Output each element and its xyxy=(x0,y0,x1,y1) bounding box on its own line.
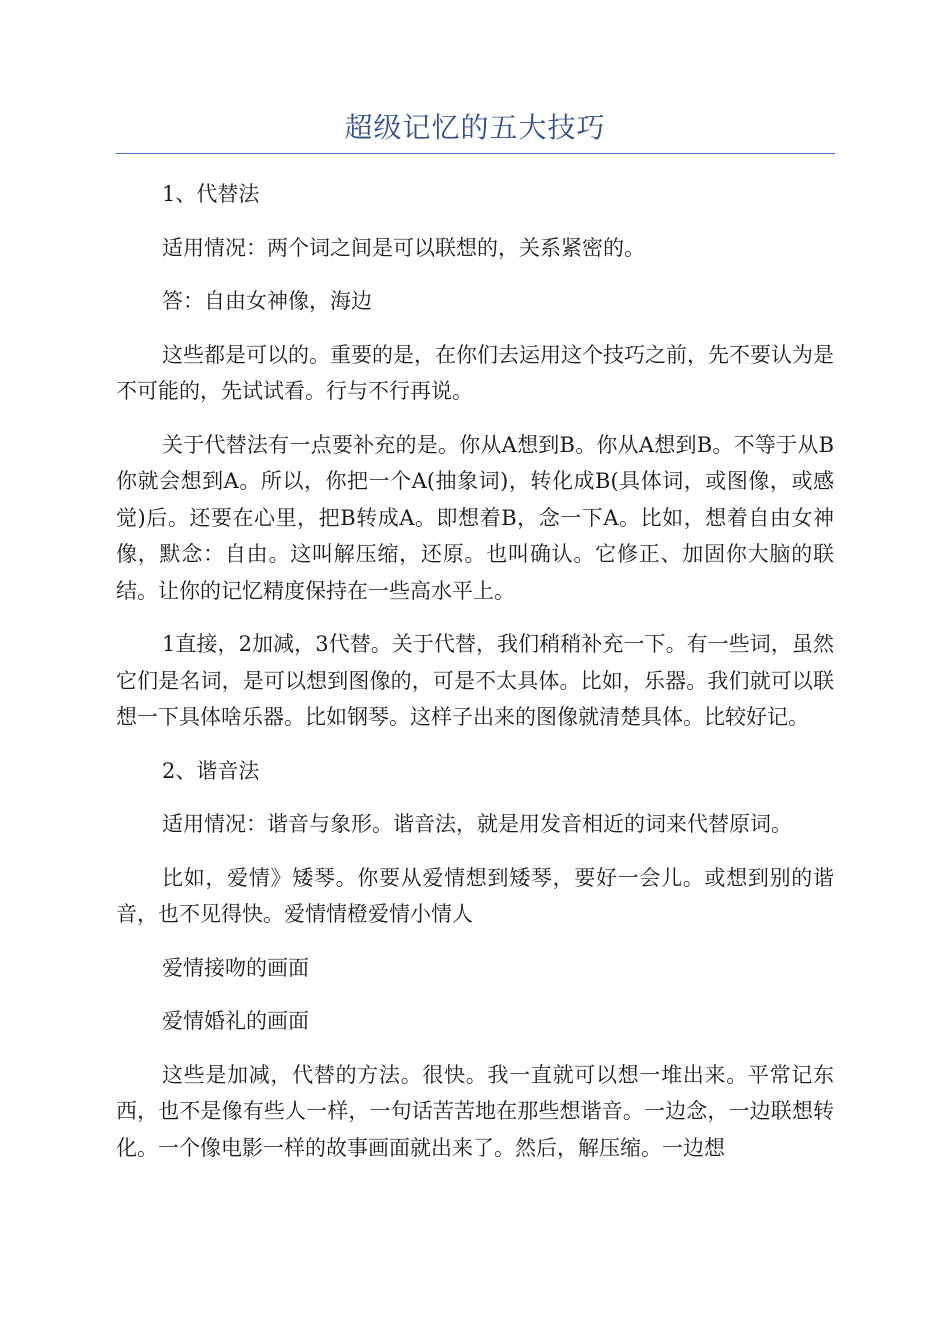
paragraph: 这些都是可以的。重要的是，在你们去运用这个技巧之前，先不要认为是不可能的，先试试看。行与不行再说。 xyxy=(116,342,834,403)
paragraph: 爱情婚礼的画面 xyxy=(162,1009,309,1033)
paragraph: 关于代替法有一点要补充的是。你从A想到B。你从A想到B。不等于从B你就会想到A。所以，你把一个A(抽象词)，转化成B(具体词，或图像，或感觉)后。还要在心里，把B转成A。即想着B，念一下A。比如，想着自由女神像，默念：自由。这叫解压缩，还原。也叫确认。它修正、加固你大脑的联结。让你的记忆精度保持在一些高水平上。 xyxy=(116,432,834,603)
paragraph: 这些是加减，代替的方法。很快。我一直就可以想一堆出来。平常记东西，也不是像有些人一样，一句话苦苦地在那些想谐音。一边念，一边联想转化。一个像电影一样的故事画面就出来了。然后，解压缩。一边想 xyxy=(116,1062,834,1160)
paragraph: 适用情况：两个词之间是可以联想的，关系紧密的。 xyxy=(162,235,645,260)
section-heading-substitution: 1、代替法 xyxy=(162,182,260,206)
paragraph: 爱情接吻的画面 xyxy=(162,955,309,980)
paragraph: 适用情况：谐音与象形。谐音法，就是用发音相近的词来代替原词。 xyxy=(162,812,792,836)
paragraph: 比如，爱情》矮琴。你要从爱情想到矮琴，要好一会儿。或想到别的谐音，也不见得快。爱情情橙爱情小情人 xyxy=(116,865,834,926)
section-heading-homophone: 2、谐音法 xyxy=(162,758,260,783)
document-body xyxy=(116,176,834,1183)
paragraph: 1直接，2加减，3代替。关于代替，我们稍稍补充一下。有一些词，虽然它们是名词，是可以想到图像的，可是不太具体。比如，乐器。我们就可以联想一下具体啥乐器。比如钢琴。这样子出来的图像就清楚具体。比较好记。 xyxy=(116,632,834,729)
paragraph: 答：自由女神像，海边 xyxy=(162,289,372,313)
title-underline xyxy=(116,153,835,154)
document-title: 超级记忆的五大技巧 xyxy=(344,111,606,144)
